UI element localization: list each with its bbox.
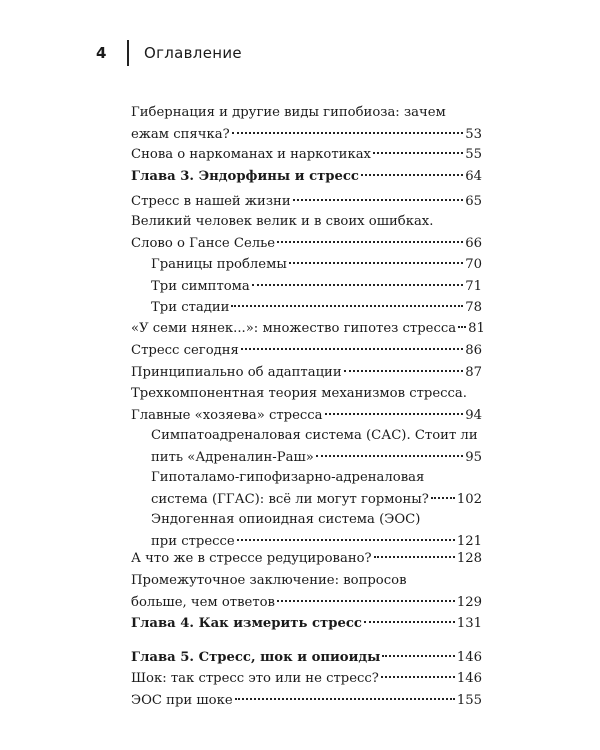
dot-leader	[252, 284, 463, 286]
toc-entry-row	[131, 124, 482, 146]
toc-entry-row	[151, 254, 482, 276]
toc-entry-title: «У семи нянек...»: множество гипотез стресса	[131, 321, 457, 336]
toc-entry	[151, 254, 482, 276]
toc-entry-title: Слово о Гансе Селье	[131, 236, 276, 251]
toc-entry	[131, 570, 482, 614]
toc-page-number: 128	[456, 551, 482, 566]
toc-entry-row	[131, 144, 482, 166]
toc-page-number: 53	[465, 127, 482, 142]
toc-page-number: 66	[465, 236, 482, 251]
toc-page-number: 70	[465, 257, 482, 272]
toc-entry-title: Три стадии	[151, 300, 230, 315]
toc-entry	[131, 102, 482, 146]
header-divider	[127, 40, 129, 66]
toc-entry	[151, 509, 482, 553]
toc-entry-title-line: Трехкомпонентная теория механизмов стресса.	[131, 386, 467, 401]
toc-entry-title: Три симптома	[151, 279, 250, 294]
toc-page-number: 64	[465, 169, 482, 184]
toc-entry-title-line: Эндогенная опиоидная система (ЭОС)	[151, 512, 421, 527]
toc-entry-title: ежам спячка?	[131, 127, 230, 142]
toc-page-number: 65	[465, 194, 482, 209]
toc-entry-row	[131, 548, 482, 570]
toc-page-number: 121	[456, 534, 482, 549]
toc-entry-title: ЭОС при шоке	[131, 693, 233, 708]
dot-leader	[316, 455, 463, 457]
toc-entry	[131, 362, 482, 384]
toc-entry	[131, 668, 482, 690]
toc-page-number: 95	[465, 450, 482, 465]
toc-entry-title: пить «Адреналин-Раш»	[151, 450, 314, 465]
toc-entry-title: система (ГГАС): всё ли могут гормоны?	[151, 492, 429, 507]
toc-page-number: 86	[465, 343, 482, 358]
toc-entry-title-line: Гипоталамо-гипофизарно-адреналовая	[151, 470, 425, 485]
toc-page-number: 78	[465, 300, 482, 315]
toc-entry-row	[131, 340, 482, 362]
dot-leader	[235, 698, 455, 700]
toc-entry-row	[131, 166, 482, 188]
toc-entry-title: Стресс в нашей жизни	[131, 194, 291, 209]
toc-entry-title: Границы проблемы	[151, 257, 287, 272]
toc-entry-row	[131, 191, 482, 213]
toc-entry-row	[131, 613, 482, 635]
toc-page-number: 81	[468, 321, 485, 336]
toc-entry	[151, 467, 482, 511]
toc-entry-row	[131, 318, 485, 340]
dot-leader	[431, 497, 455, 499]
dot-leader	[458, 326, 466, 328]
dot-leader	[373, 152, 463, 154]
toc-entry	[151, 276, 482, 298]
toc-entry-row	[131, 647, 482, 669]
toc-entry-title-line: Великий человек велик и в своих ошибках.	[131, 214, 434, 229]
toc-entry	[131, 144, 482, 166]
toc-entry-title: при стрессе	[151, 534, 235, 549]
dot-leader	[381, 676, 455, 678]
dot-leader	[289, 262, 463, 264]
toc-entry-title: Стресс сегодня	[131, 343, 239, 358]
toc-entry-title: Глава 5. Стресс, шок и опиоиды	[131, 650, 381, 665]
toc-entry-row	[131, 592, 482, 614]
toc-entry-title: Глава 4. Как измерить стресс	[131, 616, 362, 631]
toc-page-number: 146	[456, 671, 482, 686]
toc-entry-row	[131, 405, 482, 427]
toc-page-number: 55	[465, 147, 482, 162]
toc-page-number: 71	[465, 279, 482, 294]
toc-entry-title-line: Гибернация и другие виды гипобиоза: зачем	[131, 105, 446, 120]
toc-chapter	[131, 613, 482, 635]
toc-entry-title: Главные «хозяева» стресса	[131, 408, 323, 423]
dot-leader	[293, 199, 464, 201]
toc-entry	[131, 318, 485, 340]
toc-entry-title-line: Промежуточное заключение: вопросов	[131, 573, 407, 588]
dot-leader	[277, 600, 455, 602]
dot-leader	[241, 348, 463, 350]
toc-page-number: 155	[456, 693, 482, 708]
toc-page-number: 102	[456, 492, 482, 507]
dot-leader	[237, 539, 455, 541]
toc-page-number: 146	[456, 650, 482, 665]
toc-entry	[151, 297, 482, 319]
dot-leader	[277, 241, 463, 243]
toc-entry-row	[151, 489, 482, 511]
toc-page-number: 131	[456, 616, 482, 631]
toc-entry	[131, 211, 482, 255]
toc-entry	[131, 548, 482, 570]
toc-entry	[151, 425, 482, 469]
dot-leader	[344, 370, 464, 372]
dot-leader	[232, 132, 464, 134]
toc-entry	[131, 383, 482, 427]
dot-leader	[382, 655, 454, 657]
toc-entry-row	[151, 447, 482, 469]
toc-page-number: 94	[465, 408, 482, 423]
toc-entry-row	[131, 233, 482, 255]
dot-leader	[325, 413, 464, 415]
toc-entry-title: Шок: так стресс это или не стресс?	[131, 671, 379, 686]
toc-chapter	[131, 647, 482, 669]
toc-entry-row	[151, 297, 482, 319]
toc-page-number: 129	[456, 595, 482, 610]
dot-leader	[361, 174, 463, 176]
toc-entry	[131, 191, 482, 213]
toc-entry-title: больше, чем ответов	[131, 595, 275, 610]
toc-page-number: 87	[465, 365, 482, 380]
toc-entry-title: Принципиально об адаптации	[131, 365, 342, 380]
toc-entry-row	[131, 690, 482, 712]
dot-leader	[374, 556, 455, 558]
toc-chapter	[131, 166, 482, 188]
page-header	[0, 0, 600, 80]
toc-entry-title-line: Симпатоадреналовая система (САС). Стоит ли	[151, 428, 478, 443]
toc-entry-title: Снова о наркоманах и наркотиках	[131, 147, 371, 162]
dot-leader	[231, 305, 463, 307]
toc-entry-title: А что же в стрессе редуцировано?	[131, 551, 372, 566]
toc-entry	[131, 690, 482, 712]
toc-entry	[131, 340, 482, 362]
toc-entry-row	[151, 276, 482, 298]
dot-leader	[364, 621, 455, 623]
toc-entry-row	[131, 668, 482, 690]
toc-entry-title: Глава 3. Эндорфины и стресс	[131, 169, 359, 184]
toc-entry-row	[131, 362, 482, 384]
page-number: 4	[96, 44, 107, 62]
running-head: Оглавление	[144, 44, 242, 62]
